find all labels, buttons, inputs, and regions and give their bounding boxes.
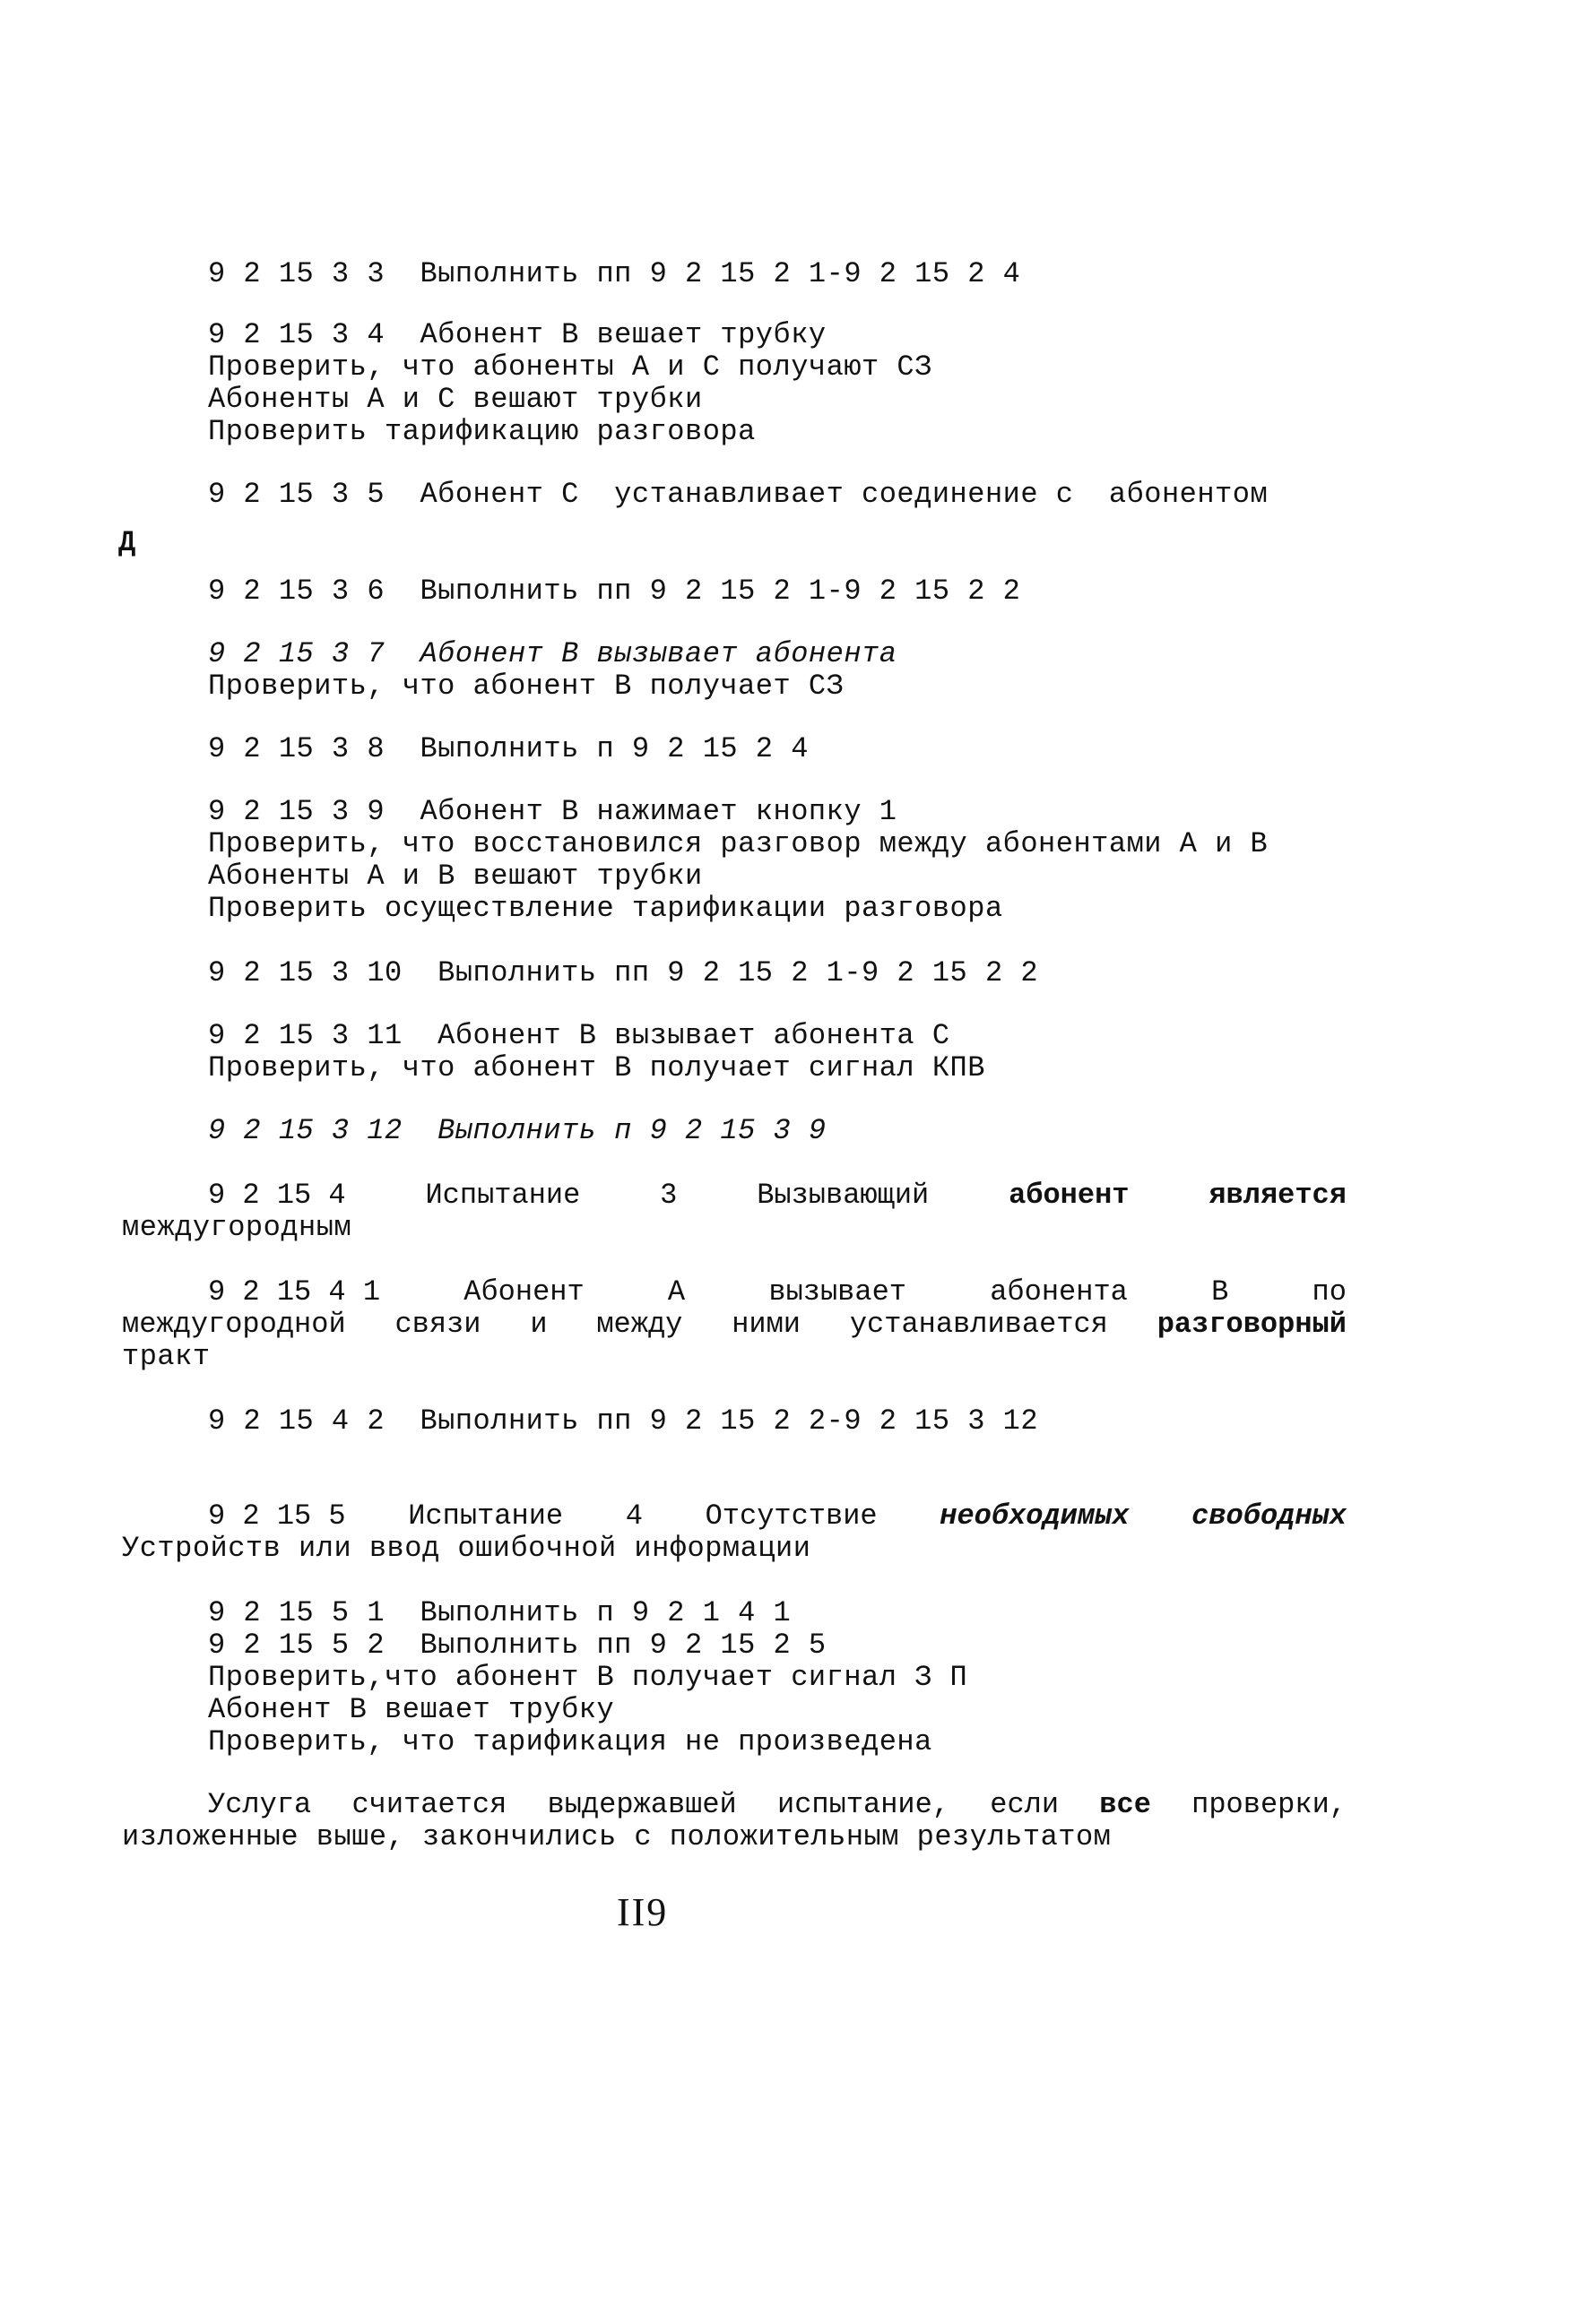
text-line: 9 2 15 4 2 Выполнить пп 9 2 15 2 2-9 2 15 3 12 (208, 1404, 1039, 1438)
word: 9 2 15 4 1 (208, 1275, 381, 1309)
text-line: Проверить,что абонент В получает сигнал З П (208, 1661, 968, 1694)
text-line: 9 2 15 3 8 Выполнить п 9 2 15 2 4 (208, 732, 809, 765)
word: связи (394, 1308, 481, 1341)
text-line: 9 2 15 5 2 Выполнить пп 9 2 15 2 5 (208, 1629, 827, 1662)
word: 9 2 15 4 (208, 1179, 346, 1212)
word: по (1312, 1275, 1347, 1309)
word: Испытание (425, 1179, 581, 1212)
text-line: 9 2 15 3 12 Выполнить п 9 2 15 3 9 (208, 1114, 827, 1147)
text-line: Проверить, что тарификация не произведена (208, 1725, 932, 1758)
word: Услуга (208, 1788, 312, 1821)
word: разговорный (1157, 1308, 1347, 1341)
word: абонент (1009, 1179, 1130, 1212)
text-line: 9 2 15 3 7 Абонент В вызывает абонента (208, 637, 897, 670)
text-line: 9 2 15 3 3 Выполнить пп 9 2 15 2 1-9 2 15 2 4 (208, 257, 1021, 290)
text-line: 9 2 15 5 1 Выполнить п 9 2 1 4 1 (208, 1596, 792, 1629)
text-line: 9 2 15 3 4 Абонент В вешает трубку (208, 318, 827, 351)
text-line: 9 2 15 3 10 Выполнить пп 9 2 15 2 1-9 2 15 2 2 (208, 956, 1039, 989)
word: В (1211, 1275, 1229, 1309)
text-line: 9 2 15 3 9 Абонент В нажимает кнопку 1 (208, 795, 897, 828)
word: 3 (660, 1179, 678, 1212)
word: между (596, 1308, 683, 1341)
word: свободных (1191, 1499, 1347, 1533)
word: устанавливается (849, 1308, 1108, 1341)
word: и (530, 1308, 548, 1341)
text-line: тракт (122, 1340, 211, 1373)
text-line: Проверить, что абоненты А и С получают СЗ (208, 350, 932, 384)
word: междугородной (122, 1308, 346, 1341)
justified-line (208, 1179, 1347, 1212)
word: абонента (990, 1275, 1128, 1309)
word: необходимых (940, 1499, 1130, 1533)
text-line: изложенные выше, закончились с положительным результатом (122, 1820, 1112, 1853)
word: Отсутствие (705, 1499, 878, 1533)
justified-line (208, 1500, 1347, 1533)
word: ними (732, 1308, 801, 1341)
word: 9 2 15 5 (208, 1499, 346, 1533)
text-line: междугородным (122, 1211, 352, 1244)
word: выдержавшей (547, 1788, 737, 1821)
page-number: II9 (617, 1890, 669, 1934)
text-line: Абоненты А и С вешают трубки (208, 383, 703, 416)
word: проверки, (1191, 1788, 1347, 1821)
text-line: Абоненты А и В вешают трубки (208, 860, 703, 893)
word: Вызывающий (757, 1179, 930, 1212)
justified-line (208, 1276, 1347, 1309)
text-line: Проверить, что абонент В получает сигнал КПВ (208, 1051, 985, 1084)
justified-line (122, 1309, 1347, 1341)
text-line: Проверить осуществление тарификации разговора (208, 892, 1003, 925)
text-line: Д (118, 526, 136, 559)
word: Абонент (463, 1275, 585, 1309)
word: Испытание (408, 1499, 564, 1533)
text-line: 9 2 15 3 6 Выполнить пп 9 2 15 2 1-9 2 15 2 2 (208, 575, 1021, 608)
word: испытание, (776, 1788, 950, 1821)
text-line: 9 2 15 3 5 Абонент С устанавливает соединение с абонентом (208, 478, 1269, 511)
word: вызывает (768, 1275, 906, 1309)
word: все (1099, 1788, 1151, 1821)
word: считается (351, 1788, 507, 1821)
word: А (667, 1275, 686, 1309)
text-line: Проверить, что абонент В получает СЗ (208, 670, 845, 703)
word: 4 (625, 1499, 643, 1533)
text-line: Проверить тарификацию разговора (208, 415, 756, 448)
text-line: Проверить, что восстановился разговор между абонентами А и В (208, 827, 1269, 860)
justified-line (208, 1789, 1347, 1821)
text-line: 9 2 15 3 11 Абонент В вызывает абонента С (208, 1019, 950, 1052)
word: является (1208, 1179, 1347, 1212)
text-line: Абонент В вешает трубку (208, 1693, 615, 1726)
text-line: Устройств или ввод ошибочной информации (122, 1532, 811, 1565)
word: если (990, 1788, 1060, 1821)
